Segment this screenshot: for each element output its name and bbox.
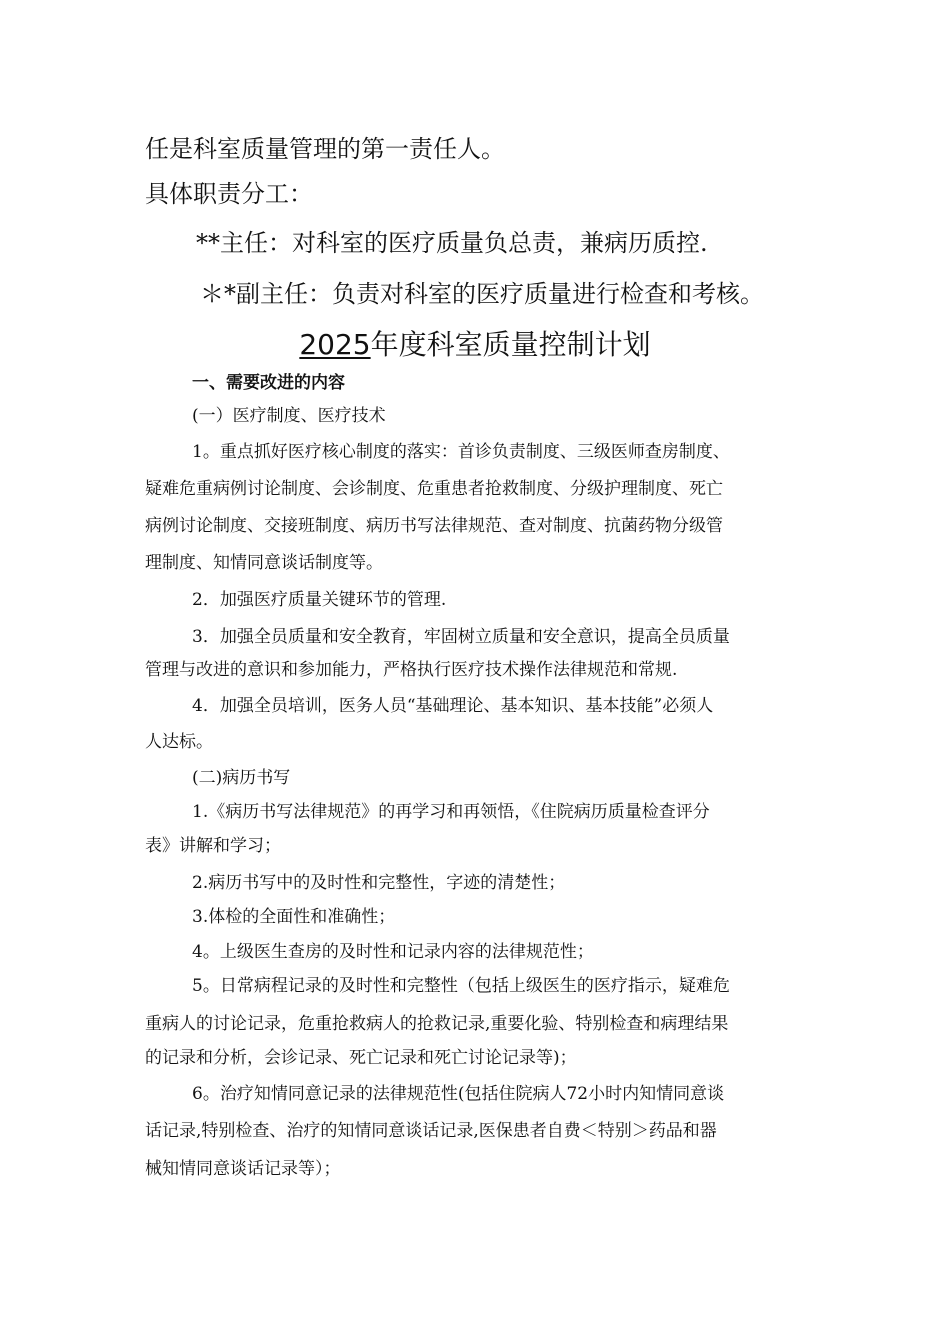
- duty-deputy-director: ＊*副主任：负责对科室的医疗质量进行检查和考核。: [200, 280, 764, 308]
- section-heading: 一、需要改进的内容: [192, 373, 345, 393]
- paragraph-line: 2.病历书写中的及时性和完整性，字迹的清楚性；: [192, 873, 566, 893]
- plan-title-text: 年度科室质量控制计划: [370, 328, 651, 361]
- paragraph-line: 1。重点抓好医疗核心制度的落实：首诊负责制度、三级医师查房制度、: [192, 442, 730, 462]
- paragraph-line: 2．加强医疗质量关键环节的管理.: [192, 590, 447, 610]
- paragraph-line: 械知情同意谈话记录等）；: [145, 1159, 341, 1179]
- paragraph-line: 病例讨论制度、交接班制度、病历书写法律规范、查对制度、抗菌药物分级管: [145, 516, 723, 536]
- plan-title: [0, 327, 950, 363]
- paragraph-line: 3.体检的全面性和准确性；: [192, 907, 396, 927]
- subsection-heading-1: (一）医疗制度、医疗技术: [192, 406, 386, 426]
- paragraph-line: 1.《病历书写法律规范》的再学习和再领悟，《住院病历质量检查评分: [192, 802, 710, 822]
- paragraph-line: 4。上级医生查房的及时性和记录内容的法律规范性；: [192, 942, 594, 962]
- paragraph-line: 重病人的讨论记录，危重抢救病人的抢救记录,重要化验、特别检查和病理结果: [145, 1014, 729, 1034]
- intro-line-1: 任是科室质量管理的第一责任人。: [145, 135, 505, 163]
- paragraph-line: 理制度、知情同意谈话制度等。: [145, 553, 383, 573]
- paragraph-line: 管理与改进的意识和参加能力，严格执行医疗技术操作法律规范和常规.: [145, 660, 678, 680]
- paragraph-line: 6。治疗知情同意记录的法律规范性(包括住院病人72小时内知情同意谈: [192, 1084, 725, 1104]
- paragraph-line: 3．加强全员质量和安全教育，牢固树立质量和安全意识，提高全员质量: [192, 627, 730, 647]
- paragraph-line: 疑难危重病例讨论制度、会诊制度、危重患者抢救制度、分级护理制度、死亡: [145, 479, 723, 499]
- duty-director: **主任：对科室的医疗质量负总责，兼病历质控.: [196, 229, 708, 257]
- paragraph-line: 表》讲解和学习；: [145, 836, 281, 856]
- plan-title-year: 2025: [299, 328, 371, 361]
- paragraph-line: 5。日常病程记录的及时性和完整性（包括上级医生的医疗指示，疑难危: [192, 976, 730, 996]
- paragraph-line: 4．加强全员培训，医务人员“基础理论、基本知识、基本技能”必须人: [192, 696, 714, 716]
- subsection-heading-2: (二)病历书写: [192, 768, 291, 788]
- paragraph-line: 话记录,特别检查、治疗的知情同意谈话记录,医保患者自费＜特别＞药品和器: [145, 1121, 717, 1141]
- paragraph-line: 人达标。: [145, 732, 213, 752]
- intro-line-2: 具体职责分工：: [145, 180, 313, 208]
- paragraph-line: 的记录和分析，会诊记录、死亡记录和死亡讨论记录等)；: [145, 1048, 577, 1068]
